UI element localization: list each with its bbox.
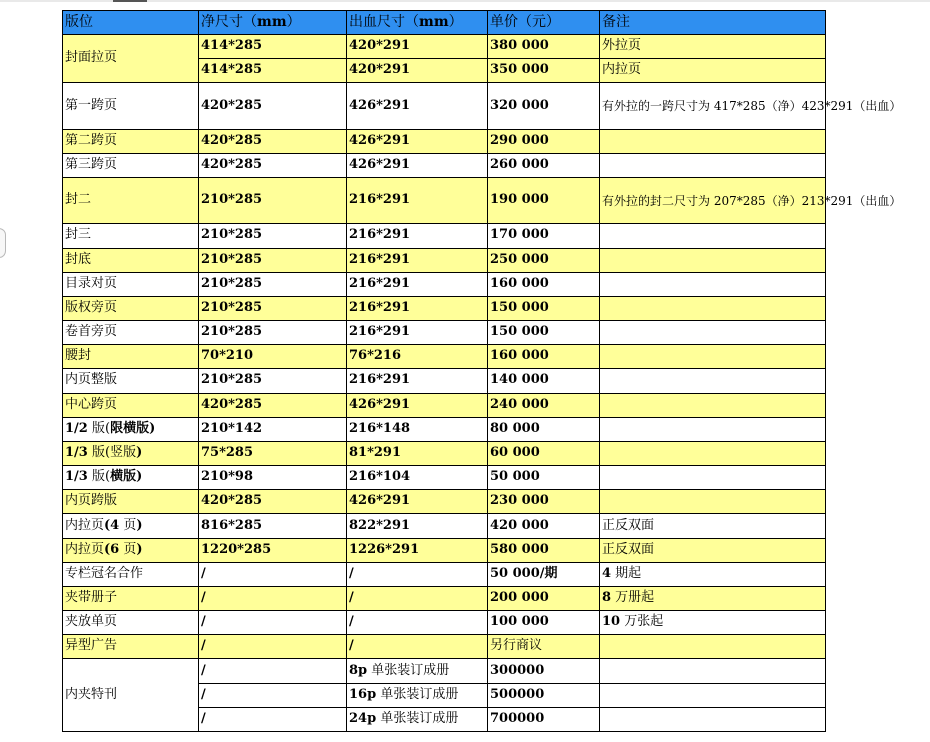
table-row [63, 659, 826, 683]
cell-price: 80 000 [488, 417, 600, 441]
cell-note [600, 272, 826, 296]
table-row [63, 35, 826, 59]
cell-net: 420*285 [199, 490, 347, 514]
table-row [63, 514, 826, 538]
cell-price: 100 000 [488, 611, 600, 635]
cell-position: 1/3 版(竖版) [63, 441, 199, 465]
cell-position: 内页跨版 [63, 490, 199, 514]
cell-price: 50 000 [488, 466, 600, 490]
cell-position: 第一跨页 [63, 83, 199, 129]
cell-bleed: 426*291 [347, 153, 488, 177]
ad-rate-table [62, 10, 902, 732]
cell-price: 50 000/期 [488, 562, 600, 586]
cell-note: 正反双面 [600, 538, 826, 562]
cell-position: 内页整版 [63, 369, 199, 393]
cell-position: 腰封 [63, 345, 199, 369]
cell-note [600, 441, 826, 465]
cell-net: / [199, 586, 347, 610]
cell-net: 420*285 [199, 129, 347, 153]
table-row [63, 153, 826, 177]
cell-price: 250 000 [488, 248, 600, 272]
cell-position: 内夹特刊 [63, 659, 199, 732]
cell-bleed: 216*104 [347, 466, 488, 490]
cell-net: 420*285 [199, 83, 347, 129]
cell-net: / [199, 635, 347, 659]
table-row [63, 369, 826, 393]
cell-bleed: 822*291 [347, 514, 488, 538]
cell-bleed: 216*291 [347, 178, 488, 224]
header-position: 版位 [63, 11, 199, 35]
cell-position: 内拉页(4 页) [63, 514, 199, 538]
cell-price: 350 000 [488, 59, 600, 83]
cell-price: 230 000 [488, 490, 600, 514]
cell-bleed: 76*216 [347, 345, 488, 369]
cell-position: 封三 [63, 224, 199, 248]
viewer-top-bar [0, 0, 930, 2]
cell-price: 160 000 [488, 345, 600, 369]
table-row [63, 296, 826, 320]
cell-position: 目录对页 [63, 272, 199, 296]
cell-bleed: / [347, 562, 488, 586]
cell-price: 200 000 [488, 586, 600, 610]
cell-net: 210*285 [199, 369, 347, 393]
table-row [63, 635, 826, 659]
cell-note [600, 345, 826, 369]
cell-note [600, 707, 826, 731]
cell-position: 卷首旁页 [63, 321, 199, 345]
cell-net: / [199, 659, 347, 683]
cell-bleed: 426*291 [347, 83, 488, 129]
cell-price: 190 000 [488, 178, 600, 224]
cell-bleed: 216*148 [347, 417, 488, 441]
cell-price: 290 000 [488, 129, 600, 153]
cell-bleed: 16p 单张装订成册 [347, 683, 488, 707]
cell-note: 外拉页 [600, 35, 826, 59]
cell-bleed: 216*291 [347, 224, 488, 248]
table-row [63, 441, 826, 465]
cell-net: 210*285 [199, 224, 347, 248]
cell-price: 380 000 [488, 35, 600, 59]
table-row [63, 248, 826, 272]
cell-bleed: 216*291 [347, 248, 488, 272]
cell-net: 75*285 [199, 441, 347, 465]
cell-bleed: 426*291 [347, 490, 488, 514]
cell-net: / [199, 707, 347, 731]
table-row [63, 417, 826, 441]
table-row [63, 393, 826, 417]
table-row [63, 321, 826, 345]
cell-price: 500000 [488, 683, 600, 707]
cell-note: 10 万张起 [600, 611, 826, 635]
cell-position: 异型广告 [63, 635, 199, 659]
table-row [63, 490, 826, 514]
cell-bleed: 1226*291 [347, 538, 488, 562]
cell-bleed: / [347, 586, 488, 610]
header-price: 单价（元） [488, 11, 600, 35]
cell-price: 另行商议 [488, 635, 600, 659]
cell-note [600, 490, 826, 514]
cell-price: 420 000 [488, 514, 600, 538]
cell-position: 版权旁页 [63, 296, 199, 320]
cell-net: 420*285 [199, 153, 347, 177]
cell-price: 300000 [488, 659, 600, 683]
table-row [63, 345, 826, 369]
side-panel-handle[interactable] [0, 228, 6, 258]
cell-net: / [199, 562, 347, 586]
cell-price: 150 000 [488, 321, 600, 345]
cell-note [600, 417, 826, 441]
cell-bleed: 426*291 [347, 393, 488, 417]
cell-bleed: 216*291 [347, 272, 488, 296]
cell-net: 816*285 [199, 514, 347, 538]
cell-position: 第三跨页 [63, 153, 199, 177]
cell-bleed: 216*291 [347, 296, 488, 320]
cell-bleed: 24p 单张装订成册 [347, 707, 488, 731]
table-row [63, 466, 826, 490]
cell-position: 1/3 版(横版) [63, 466, 199, 490]
cell-net: 420*285 [199, 393, 347, 417]
table-row [63, 83, 826, 129]
cell-note [600, 369, 826, 393]
cell-note: 正反双面 [600, 514, 826, 538]
cell-net: 210*285 [199, 321, 347, 345]
cell-position: 夹带册子 [63, 586, 199, 610]
cell-price: 140 000 [488, 369, 600, 393]
cell-note [600, 683, 826, 707]
cell-note: 4 期起 [600, 562, 826, 586]
cell-price: 170 000 [488, 224, 600, 248]
cell-net: 210*285 [199, 178, 347, 224]
cell-price: 160 000 [488, 272, 600, 296]
cell-price: 60 000 [488, 441, 600, 465]
cell-bleed: 420*291 [347, 35, 488, 59]
table-row [63, 611, 826, 635]
cell-bleed: 8p 单张装订成册 [347, 659, 488, 683]
cell-note [600, 466, 826, 490]
cell-bleed: 420*291 [347, 59, 488, 83]
cell-net: 210*285 [199, 248, 347, 272]
cell-price: 260 000 [488, 153, 600, 177]
cell-price: 320 000 [488, 83, 600, 129]
cell-position: 内拉页(6 页) [63, 538, 199, 562]
header-net-size: 净尺寸（mm） [199, 11, 347, 35]
table-row [63, 129, 826, 153]
cell-net: 210*98 [199, 466, 347, 490]
cell-net: 1220*285 [199, 538, 347, 562]
cell-position: 封二 [63, 178, 199, 224]
table-row [63, 272, 826, 296]
cell-bleed: 216*291 [347, 321, 488, 345]
cell-note: 内拉页 [600, 59, 826, 83]
cell-note [600, 393, 826, 417]
cell-bleed: 426*291 [347, 129, 488, 153]
scroll-grip[interactable] [113, 0, 147, 2]
cell-position: 专栏冠名合作 [63, 562, 199, 586]
cell-bleed: 81*291 [347, 441, 488, 465]
cell-note [600, 296, 826, 320]
cell-note: 有外拉的一跨尺寸为 417*285（净）423*291（出血） [600, 83, 826, 129]
cell-net: / [199, 611, 347, 635]
cell-price: 240 000 [488, 393, 600, 417]
cell-position: 夹放单页 [63, 611, 199, 635]
cell-position: 1/2 版(限横版) [63, 417, 199, 441]
cell-note [600, 224, 826, 248]
header-bleed-size: 出血尺寸（mm） [347, 11, 488, 35]
cell-note [600, 635, 826, 659]
table-row [63, 178, 826, 224]
cell-note: 有外拉的封二尺寸为 207*285（净）213*291（出血） [600, 178, 826, 224]
cell-bleed: 216*291 [347, 369, 488, 393]
table-row [63, 538, 826, 562]
cell-net: 210*142 [199, 417, 347, 441]
cell-position: 第二跨页 [63, 129, 199, 153]
cell-note [600, 129, 826, 153]
header-note: 备注 [600, 11, 826, 35]
cell-price: 580 000 [488, 538, 600, 562]
table-row [63, 224, 826, 248]
cell-note [600, 659, 826, 683]
table-row [63, 586, 826, 610]
cell-position: 中心跨页 [63, 393, 199, 417]
cell-position: 封面拉页 [63, 35, 199, 83]
cell-note [600, 153, 826, 177]
cell-note [600, 321, 826, 345]
cell-net: / [199, 683, 347, 707]
table-row [63, 562, 826, 586]
cell-net: 210*285 [199, 272, 347, 296]
cell-net: 414*285 [199, 59, 347, 83]
cell-price: 700000 [488, 707, 600, 731]
cell-note [600, 248, 826, 272]
cell-note: 8 万册起 [600, 586, 826, 610]
cell-bleed: / [347, 635, 488, 659]
cell-net: 210*285 [199, 296, 347, 320]
cell-net: 414*285 [199, 35, 347, 59]
cell-position: 封底 [63, 248, 199, 272]
cell-net: 70*210 [199, 345, 347, 369]
header-row [63, 11, 826, 35]
cell-price: 150 000 [488, 296, 600, 320]
cell-bleed: / [347, 611, 488, 635]
